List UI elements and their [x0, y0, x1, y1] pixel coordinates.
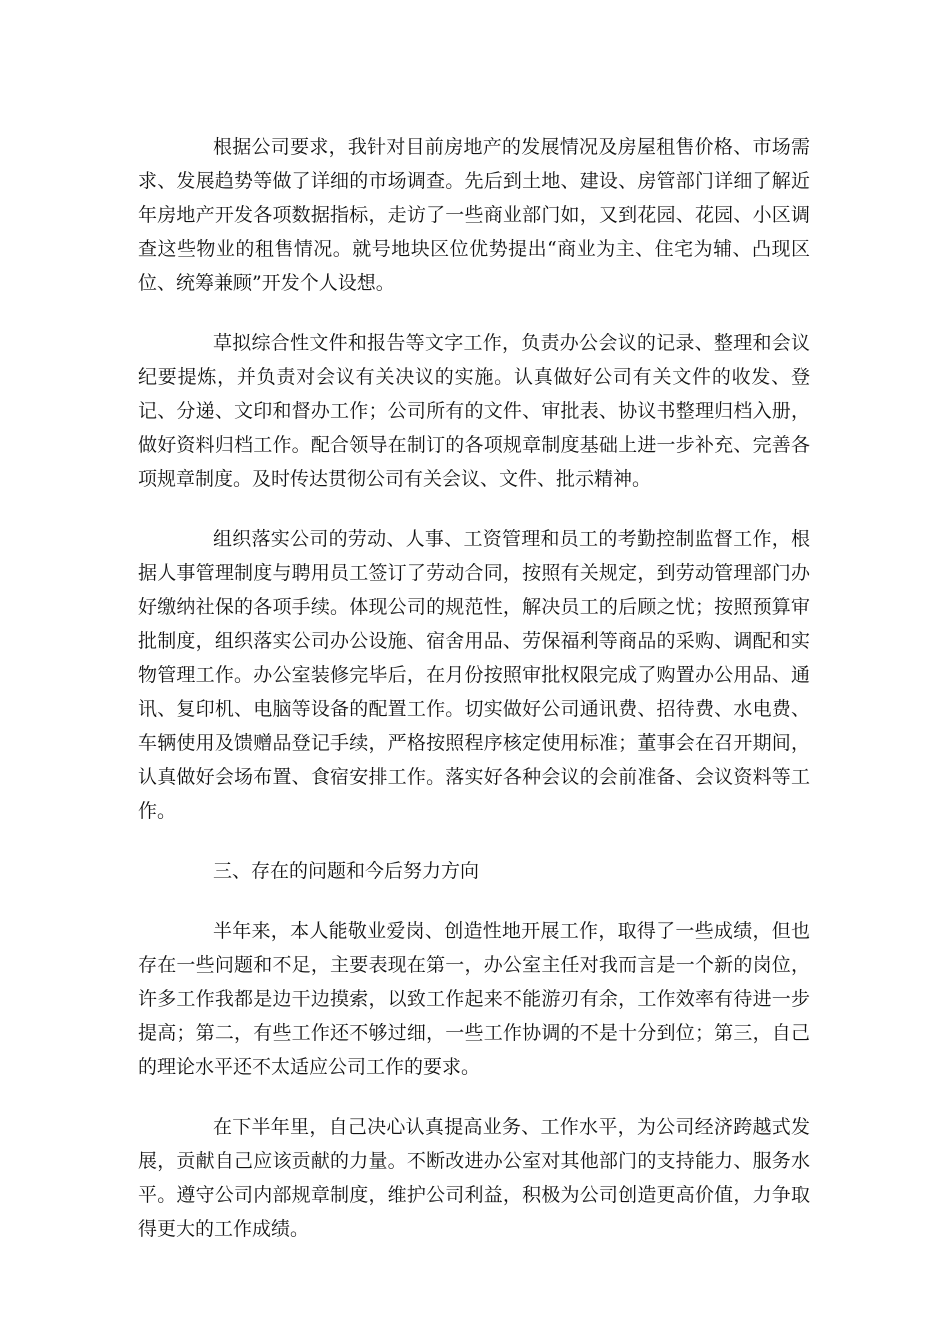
paragraph-document-work: 草拟综合性文件和报告等文字工作，负责办公会议的记录、整理和会议纪要提炼，并负责对会议有关决议的实施。认真做好公司有关文件的收发、登记、分递、文印和督办工作；公司所有的文件、审批表、协议书整理归档入册，做好资料归档工作。配合领导在制订的各项规章制度基础上进一步补充、完善各项规章制度。及时传达贯彻公司有关会议、文件、批示精神。 [138, 332, 810, 490]
section-heading: 三、存在的问题和今后努力方向 [213, 860, 480, 882]
paragraph-problems: 半年来，本人能敬业爱岗、创造性地开展工作，取得了一些成绩，但也存在一些问题和不足，主要表现在第一，办公室主任对我而言是一个新的岗位，许多工作我都是边干边摸索，以致工作起来不能游刃有余，工作效率有待进一步提高；第二，有些工作还不够过细，一些工作协调的不是十分到位；第三，自己的理论水平还不太适应公司工作的要求。 [138, 920, 810, 1078]
paragraph-personnel-management: 组织落实公司的劳动、人事、工资管理和员工的考勤控制监督工作，根据人事管理制度与聘用员工签订了劳动合同，按照有关规定，到劳动管理部门办好缴纳社保的各项手续。体现公司的规范性，解决员工的后顾之忧；按照预算审批制度，组织落实公司办公设施、宿舍用品、劳保福利等商品的采购、调配和实物管理工作。办公室装修完毕后，在月份按照审批权限完成了购置办公用品、通讯、复印机、电脑等设备的配置工作。切实做好公司通讯费、招待费、水电费、车辆使用及馈赠品登记手续，严格按照程序核定使用标准；董事会在召开期间，认真做好会场布置、食宿安排工作。落实好各种会议的会前准备、会议资料等工作。 [138, 528, 810, 822]
paragraph-market-research: 根据公司要求，我针对目前房地产的发展情况及房屋租售价格、市场需求、发展趋势等做了详细的市场调查。先后到土地、建设、房管部门详细了解近年房地产开发各项数据指标，走访了一些商业部门如，又到花园、花园、小区调查这些物业的租售情况。就号地块区位优势提出“商业为主、住宅为辅、凸现区位、统筹兼顾”开发个人设想。 [138, 136, 810, 294]
paragraph-future-plans: 在下半年里，自己决心认真提高业务、工作水平，为公司经济跨越式发展，贡献自己应该贡献的力量。不断改进办公室对其他部门的支持能力、服务水平。遵守公司内部规章制度，维护公司利益，积极为公司创造更高价值，力争取得更大的工作成绩。 [138, 1116, 810, 1240]
document-body [138, 130, 810, 1272]
